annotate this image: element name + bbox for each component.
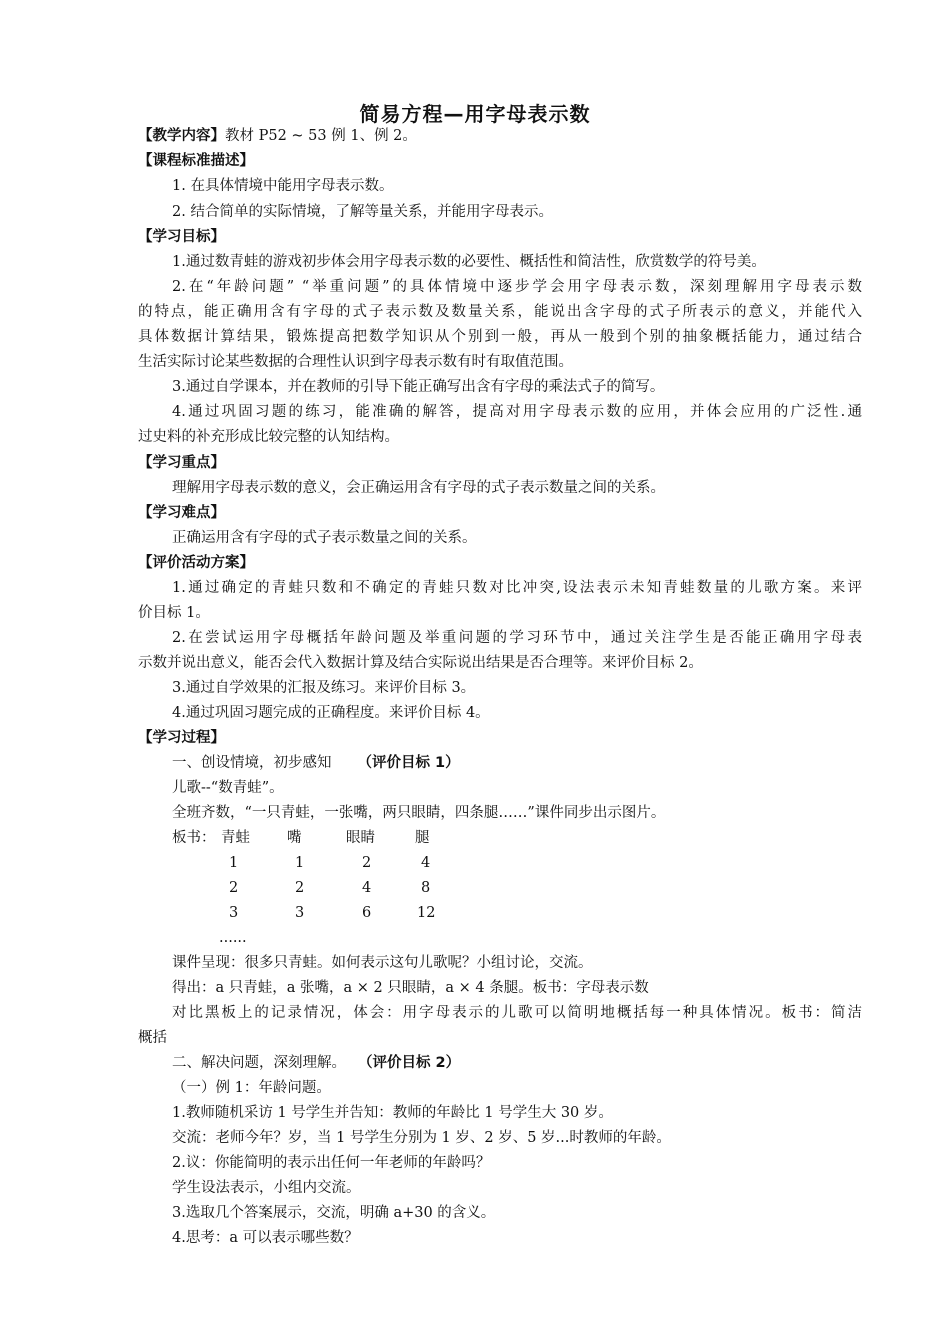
paragraph-line: 课件呈现：很多只青蛙。如何表示这句儿歌呢？小组讨论，交流。 xyxy=(172,955,593,971)
paragraph-line: 过史料的补充形成比较完整的认知结构。 xyxy=(138,429,399,445)
paragraph-line: 具体数据计算结果，锻炼提高把数学知识从个别到一般，再从一般到个别的抽象概括能力，通过结合 xyxy=(138,329,862,345)
section-heading: 【评价活动方案】 xyxy=(138,555,254,571)
paragraph-line: 2.在“年龄问题” “举重问题”的具体情境中逐步学会用字母表示数，深刻理解用字母表示数 xyxy=(172,279,862,295)
paragraph-line: 得出：a 只青蛙，a 张嘴，a × 2 只眼睛，a × 4 条腿。板书：字母表示数 xyxy=(172,980,649,996)
paragraph-line: 价目标 1。 xyxy=(138,605,210,621)
paragraph-line xyxy=(172,1053,460,1073)
paragraph-line: 示数并说出意义，能否会代入数据计算及结合实际说出结果是否合理等。来评价目标 2。 xyxy=(138,655,703,671)
board-header: 腿 xyxy=(415,830,430,846)
paragraph-line: 学生设法表示，小组内交流。 xyxy=(172,1180,361,1196)
paragraph-line: 2. 结合简单的实际情境，了解等量关系，并能用字母表示。 xyxy=(172,204,553,220)
teaching-content-text: 教材 P52 ~ 53 例 1、例 2。 xyxy=(225,128,417,144)
paragraph-line: 对比黑板上的记录情况，体会：用字母表示的儿歌可以简明地概括每一种具体情况。板书：简洁 xyxy=(172,1005,862,1021)
teaching-content-line xyxy=(138,126,417,146)
paragraph-line: 3.选取几个答案展示，交流，明确 a+30 的含义。 xyxy=(172,1205,496,1221)
board-cell: 3 xyxy=(295,905,305,921)
paragraph-line: （一）例 1：年龄问题。 xyxy=(172,1080,331,1096)
section-heading: 【学习重点】 xyxy=(138,455,225,471)
board-cell: 2 xyxy=(295,880,305,896)
paragraph-line: 4.通过巩固习题的练习，能准确的解答，提高对用字母表示数的应用，并体会应用的广泛性.通 xyxy=(172,404,862,420)
paragraph-line: 3.通过自学效果的汇报及练习。来评价目标 3。 xyxy=(172,680,476,696)
board-cell: 1 xyxy=(229,855,239,871)
board-cell: 4 xyxy=(362,880,372,896)
goal-tag: （评价目标 1） xyxy=(357,755,460,771)
section-heading: 【学习难点】 xyxy=(138,505,225,521)
board-ellipsis: ...... xyxy=(219,930,247,946)
paragraph-line: 4.通过巩固习题完成的正确程度。来评价目标 4。 xyxy=(172,705,490,721)
paragraph-line: 儿歌--“数青蛙”。 xyxy=(172,780,284,796)
board-cell: 2 xyxy=(362,855,372,871)
section-heading: 【课程标准描述】 xyxy=(138,153,254,169)
paragraph-line: 生活实际讨论某些数据的合理性认识到字母表示数有时有取值范围。 xyxy=(138,354,573,370)
paragraph-line: 概括 xyxy=(138,1030,167,1046)
paragraph-line: 全班齐数，“一只青蛙，一张嘴，两只眼睛，四条腿……”课件同步出示图片。 xyxy=(172,805,666,821)
board-cell: 2 xyxy=(229,880,239,896)
board-header: 嘴 xyxy=(287,830,302,846)
paragraph-line: 1.通过数青蛙的游戏初步体会用字母表示数的必要性、概括性和简洁性，欣赏数学的符号美。 xyxy=(172,254,766,270)
paragraph-line: 1. 在具体情境中能用字母表示数。 xyxy=(172,178,394,194)
page-title: 简易方程—用字母表示数 xyxy=(359,102,591,126)
paragraph-line: 1.通过确定的青蛙只数和不确定的青蛙只数对比冲突,设法表示未知青蛙数量的儿歌方案。来评 xyxy=(172,580,862,596)
paragraph-line: 3.通过自学课本，并在教师的引导下能正确写出含有字母的乘法式子的简写。 xyxy=(172,379,665,395)
board-cell: 4 xyxy=(421,855,431,871)
paragraph-line: 理解用字母表示数的意义，会正确运用含有字母的式子表示数量之间的关系。 xyxy=(172,480,665,496)
paragraph-line: 的特点，能正确用含有字母的式子表示数及数量关系，能说出含字母的式子所表示的意义，并能代入 xyxy=(138,304,862,320)
board-cell: 12 xyxy=(417,905,436,921)
paragraph-line: 2.议：你能简明的表示出任何一年老师的年龄吗？ xyxy=(172,1155,491,1171)
board-cell: 1 xyxy=(295,855,305,871)
section-heading: 【教学内容】 xyxy=(138,128,225,144)
section-heading: 【学习目标】 xyxy=(138,229,225,245)
board-cell: 8 xyxy=(421,880,431,896)
board-header: 眼睛 xyxy=(346,830,375,846)
goal-tag: （评价目标 2） xyxy=(358,1055,461,1071)
paragraph-line: 交流：老师今年？岁，当 1 号学生分别为 1 岁、2 岁、5 岁...时教师的年龄。 xyxy=(172,1130,671,1146)
section-heading: 【学习过程】 xyxy=(138,730,225,746)
board-cell: 3 xyxy=(229,905,239,921)
board-label: 板书： xyxy=(172,830,216,846)
paragraph-line: 4.思考：a 可以表示哪些数？ xyxy=(172,1230,359,1246)
board-cell: 6 xyxy=(362,905,372,921)
board-header: 青蛙 xyxy=(221,830,250,846)
step-title: 一、创设情境，初步感知 xyxy=(172,755,332,771)
paragraph-line: 1.教师随机采访 1 号学生并告知：教师的年龄比 1 号学生大 30 岁。 xyxy=(172,1105,613,1121)
step-title: 二、解决问题，深刻理解。 xyxy=(172,1055,346,1071)
paragraph-line: 2.在尝试运用字母概括年龄问题及举重问题的学习环节中，通过关注学生是否能正确用字母表 xyxy=(172,630,862,646)
paragraph-line xyxy=(172,753,460,773)
paragraph-line: 正确运用含有字母的式子表示数量之间的关系。 xyxy=(172,530,477,546)
